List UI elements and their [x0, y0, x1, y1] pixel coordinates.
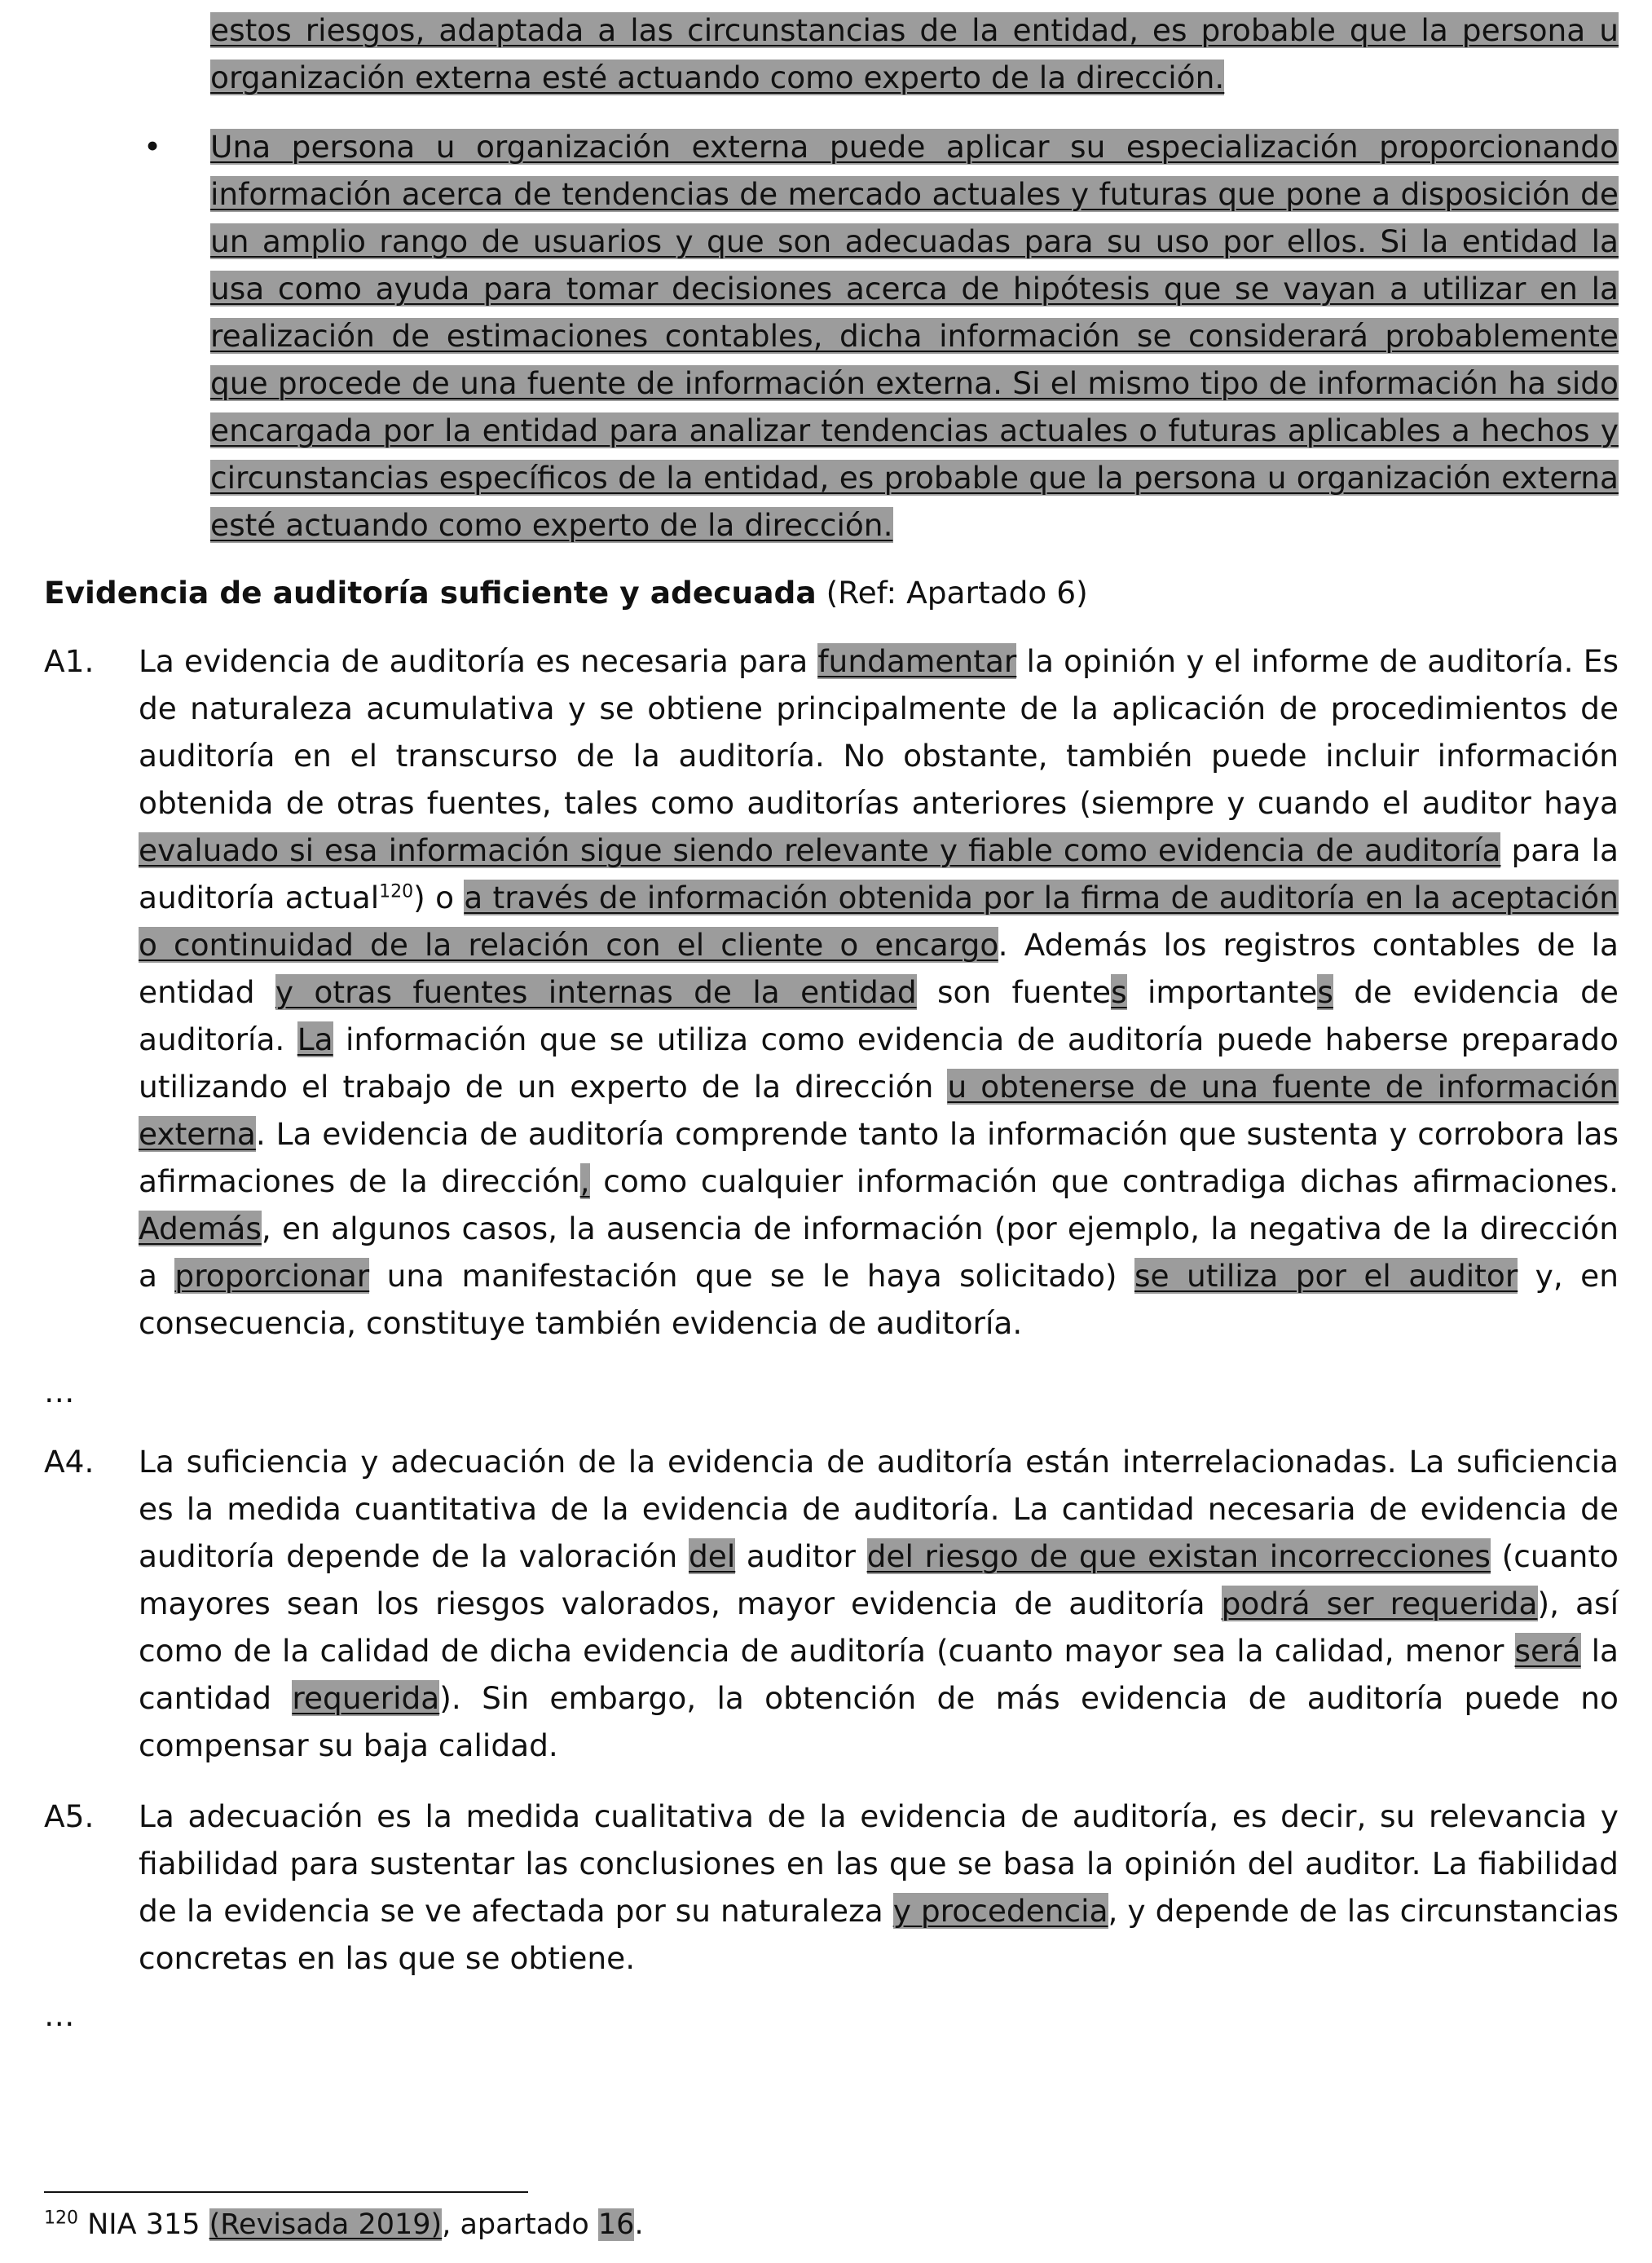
- paragraph-number-a4: A4.: [44, 1444, 95, 1480]
- footnote-text: .: [634, 2208, 644, 2241]
- section-heading-ref: (Ref: Apartado 6): [816, 575, 1088, 611]
- paragraph-number-a1: A1.: [44, 643, 95, 679]
- a1-text: como cualquier información que contradiga dichas afirmaciones.: [589, 1163, 1619, 1199]
- continued-text: estos riesgos, adaptada a las circunstancias de la entidad, es probable que la persona u organización externa esté actuando como experto de la dirección.: [210, 12, 1619, 95]
- a1-highlight: s: [1111, 974, 1127, 1010]
- a1-highlight: a través de información obtenida por la firma de auditoría en la aceptación o continuidad de la relación con el cliente o encargo: [139, 880, 1619, 963]
- footnote-separator: [44, 2191, 528, 2193]
- a1-text: , en algunos casos, la ausencia de información (por ejemplo, la negativa de la dirección a: [139, 1211, 1619, 1294]
- a1-highlight: s: [1317, 974, 1333, 1010]
- paragraph-a5: [139, 1793, 1619, 1982]
- a4-highlight: requerida: [292, 1680, 440, 1716]
- continued-paragraph: [210, 7, 1619, 101]
- a1-text: importante: [1126, 974, 1318, 1010]
- a1-text: una manifestación que se le haya solicitado): [369, 1258, 1134, 1294]
- paragraph-a1: [139, 637, 1619, 1347]
- a1-text: La evidencia de auditoría es necesaria para: [139, 643, 818, 679]
- a1-text: y, en consecuencia, constituye también evidencia de auditoría.: [139, 1258, 1619, 1341]
- a1-text: información que se utiliza como evidencia de auditoría puede haberse preparado utilizando el trabajo de un experto de la dirección: [139, 1021, 1619, 1105]
- a1-text: de evidencia de auditoría.: [139, 974, 1619, 1057]
- a1-highlight: fundamentar: [817, 643, 1017, 679]
- paragraph-number-a5: A5.: [44, 1798, 95, 1834]
- section-heading: [44, 569, 1593, 616]
- footnote: [44, 2201, 644, 2248]
- a1-highlight: se utiliza por el auditor: [1134, 1258, 1518, 1294]
- bullet-marker: •: [143, 129, 162, 165]
- a1-highlight: proporcionar: [174, 1258, 370, 1294]
- a1-highlight: ,: [579, 1163, 590, 1199]
- a1-text: son fuente: [916, 974, 1112, 1010]
- a1-highlight: La: [297, 1021, 333, 1057]
- bullet-text: Una persona u organización externa puede aplicar su especialización proporcionando información acerca de tendencias de mercado actuales y futuras que pone a disposición de un amplio rango de usuarios y que son adecuadas para su uso por ellos. Si la entidad la usa como ayuda para tomar decisiones acerca de hipótesis que se vayan a utilizar en la realización de estimaciones contables, dicha información se considerará probablemente que procede de una fuente de información externa. Si el mismo tipo de información ha sido encargada por la entidad para analizar tendencias actuales o futuras aplicables a hechos y circunstancias específicos de la entidad, es probable que la persona u organización externa esté actuando como experto de la dirección.: [210, 129, 1619, 543]
- omission-ellipsis: …: [44, 1374, 75, 1409]
- a4-text: auditor: [735, 1538, 867, 1574]
- a1-text: . Además los registros contables de la entidad: [139, 927, 1619, 1010]
- a1-highlight: y otras fuentes internas de la entidad: [275, 974, 917, 1010]
- omission-ellipsis: …: [44, 1997, 75, 2033]
- a5-text: , y depende de las circunstancias concretas en las que se obtiene.: [139, 1893, 1619, 1976]
- a4-text: la cantidad: [139, 1633, 1619, 1716]
- a4-highlight: del: [688, 1538, 736, 1574]
- footnote-text: NIA 315: [78, 2208, 209, 2241]
- a5-text: La adecuación es la medida cualitativa de la evidencia de auditoría, es decir, su relevancia y fiabilidad para sustentar las conclusiones en las que se basa la opinión del auditor. La fiabilidad de la evidencia se ve afectada por su naturaleza: [139, 1798, 1619, 1929]
- a4-highlight: será: [1514, 1633, 1581, 1669]
- a1-text: . La evidencia de auditoría comprende tanto la información que sustenta y corrobora las afirmaciones de la dirección: [139, 1116, 1619, 1199]
- a4-text: ), así como de la calidad de dicha evidencia de auditoría (cuanto mayor sea la calidad, menor: [139, 1586, 1619, 1669]
- a1-text: ) o: [413, 880, 465, 915]
- a1-highlight: u obtenerse de una fuente de información externa: [139, 1069, 1619, 1152]
- a4-text: (cuanto mayores sean los riesgos valorados, mayor evidencia de auditoría: [139, 1538, 1619, 1621]
- a1-text: la opinión y el informe de auditoría. Es de naturaleza acumulativa y se obtiene principalmente de la aplicación de procedimientos de auditoría en el transcurso de la auditoría. No obstante, también puede incluir información obtenida de otras fuentes, tales como auditorías anteriores (siempre y cuando el auditor haya: [139, 643, 1619, 821]
- footnote-highlight: (Revisada 2019): [209, 2208, 443, 2241]
- footnote-text: , apartado: [442, 2208, 598, 2241]
- a4-highlight: del riesgo de que existan incorrecciones: [866, 1538, 1491, 1574]
- a1-highlight: Además: [139, 1211, 262, 1246]
- a4-text: La suficiencia y adecuación de la evidencia de auditoría están interrelacionadas. La suficiencia es la medida cuantitativa de la evidencia de auditoría. La cantidad necesaria de evidencia de auditoría depende de la valoración: [139, 1444, 1619, 1574]
- a4-text: ). Sin embargo, la obtención de más evidencia de auditoría puede no compensar su baja calidad.: [139, 1680, 1619, 1763]
- footnote-reference[interactable]: 120: [379, 881, 414, 902]
- bullet-text-block: [210, 123, 1619, 549]
- footnote-highlight: 16: [597, 2208, 635, 2241]
- section-heading-title: Evidencia de auditoría suficiente y adecuada: [44, 575, 817, 611]
- footnote-number: 120: [44, 2208, 78, 2229]
- a1-highlight: evaluado si esa información sigue siendo relevante y fiable como evidencia de auditoría: [139, 832, 1501, 868]
- a4-highlight: podrá ser requerida: [1221, 1586, 1538, 1621]
- a5-highlight: y procedencia: [892, 1893, 1108, 1929]
- a1-text: para la auditoría actual: [139, 832, 1619, 915]
- paragraph-a4: [139, 1438, 1619, 1769]
